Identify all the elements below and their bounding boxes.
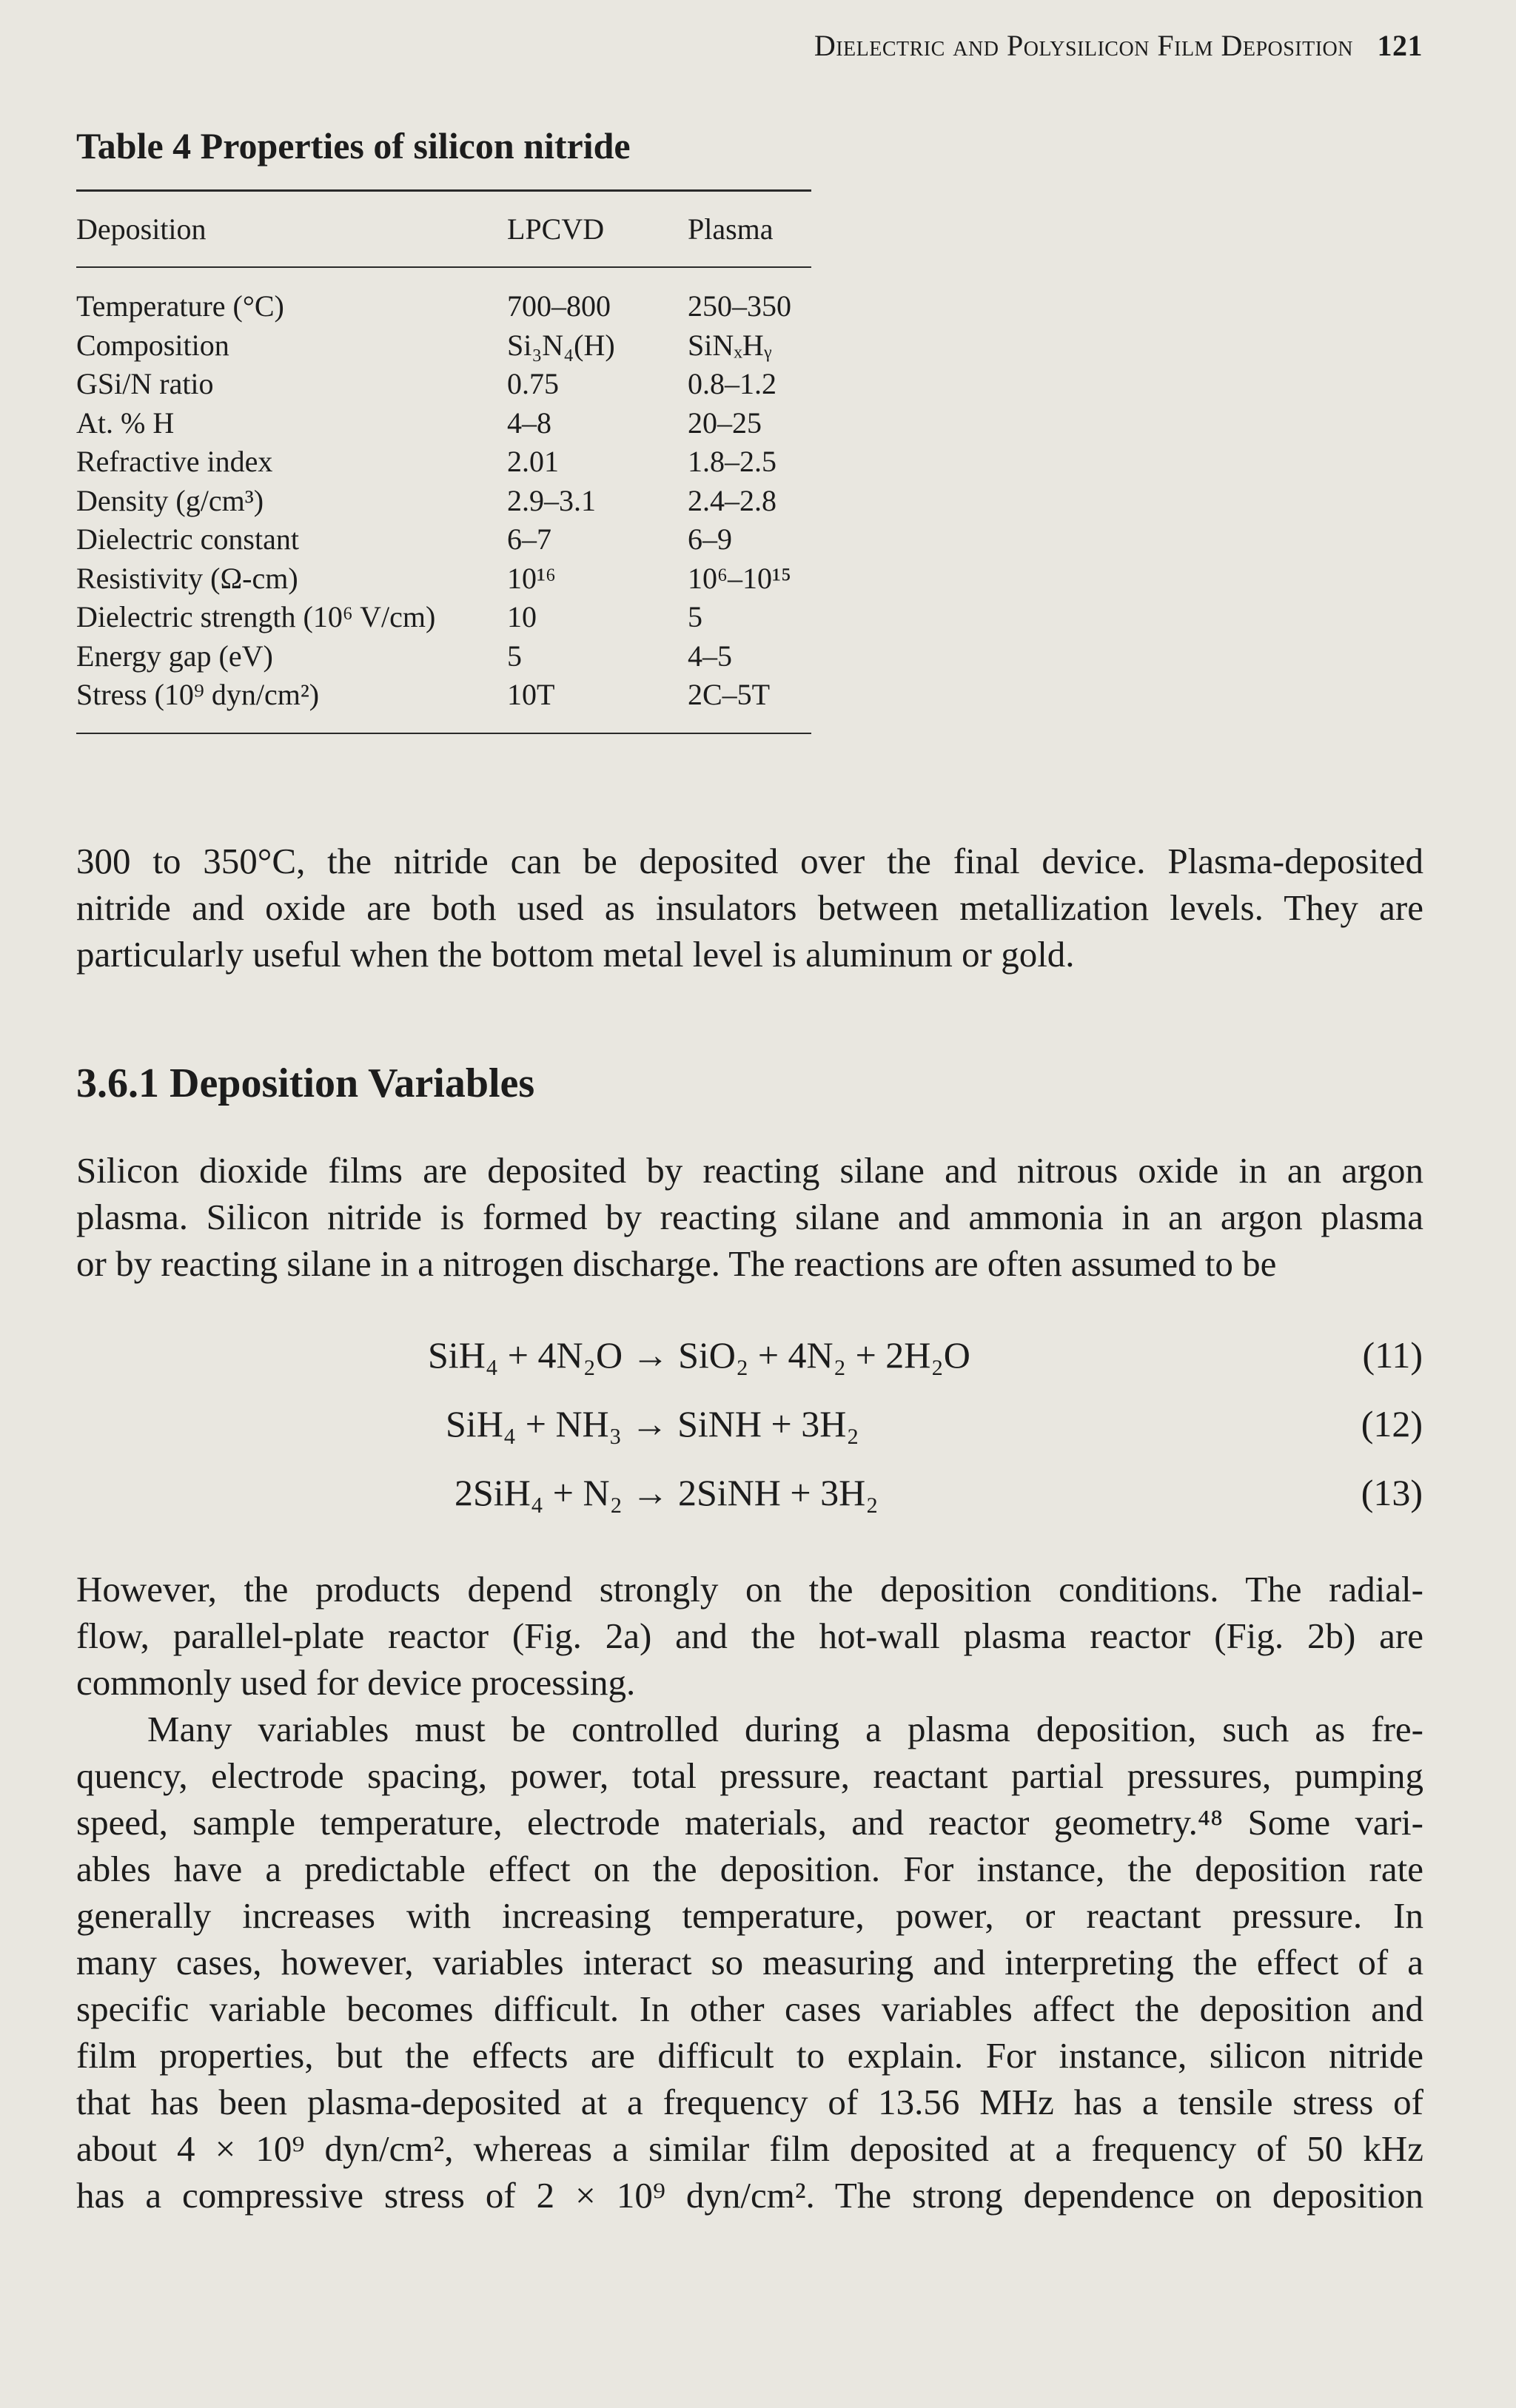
table-cell-lpcvd: 10T [507,678,555,711]
paragraph-line: particularly useful when the bottom metal level is aluminum or gold. [76,934,1075,975]
paragraph-nitride-deposition [76,838,1423,978]
table-cell-property: GSi/N ratio [76,367,214,400]
table-header-plasma: Plasma [688,212,774,246]
paragraph-line: generally increases with increasing temperature, power, or reactant pressure. In [76,1895,1423,1936]
equation-number-13: (13) [1361,1472,1423,1513]
section-heading: 3.6.1 Deposition Variables [76,1060,535,1106]
table-cell-lpcvd: 700–800 [507,289,611,323]
paragraph-line: specific variable becomes difficult. In other cases variables affect the deposition and [76,1988,1423,2029]
paragraph-line: speed, sample temperature, electrode materials, and reactor geometry.⁴⁸ Some vari- [76,1802,1423,1843]
table-cell-property: Density (g/cm³) [76,484,264,517]
table-cell-lpcvd: 10 [507,600,537,633]
table-cell-property: Temperature (°C) [76,289,284,323]
table-cell-lpcvd: 2.01 [507,445,559,478]
running-head [814,28,1423,63]
table-header-lpcvd: LPCVD [507,212,605,246]
page-number: 121 [1377,29,1423,62]
table-cell-plasma: 2C–5T [688,678,771,711]
paragraph-line: has a compressive stress of 2 × 10⁹ dyn/cm². The strong dependence on deposition [76,2175,1423,2216]
paragraph-line: about 4 × 10⁹ dyn/cm², whereas a similar film deposited at a frequency of 50 kHz [76,2128,1423,2169]
paragraph-line: flow, parallel-plate reactor (Fig. 2a) and the hot-wall plasma reactor (Fig. 2b) are [76,1615,1423,1656]
equation-12: SiH₄ + NH₃ → SiNH + 3H₂ [446,1403,859,1445]
table-cell-lpcvd: 0.75 [507,367,559,400]
table-cell-property: Refractive index [76,445,273,478]
paragraph-line: ables have a predictable effect on the deposition. For instance, the deposition rate [76,1849,1423,1889]
table-caption: Table 4 Properties of silicon nitride [76,125,631,167]
paragraph-line: or by reacting silane in a nitrogen discharge. The reactions are often assumed to be [76,1243,1277,1284]
paragraph-line: 300 to 350°C, the nitride can be deposited over the final device. Plasma-deposited [76,841,1423,881]
equation-number-11: (11) [1362,1334,1423,1376]
paragraph-line: Silicon dioxide films are deposited by reacting silane and nitrous oxide in an argon [76,1150,1423,1191]
paragraph-line: quency, electrode spacing, power, total pressure, reactant partial pressures, pumping [76,1755,1423,1796]
table-cell-plasma: 6–9 [688,522,732,556]
paragraph-deposition-reactions [76,1147,1423,1287]
table-cell-lpcvd: 5 [507,639,522,673]
table-bottom-rule [76,733,811,734]
table-cell-plasma: 2.4–2.8 [688,484,777,517]
table-cell-plasma: 4–5 [688,639,732,673]
paragraph-variables [76,1706,1423,2219]
table-cell-plasma: 10⁶–10¹⁵ [688,562,791,595]
table-cell-property: Dielectric constant [76,522,299,556]
paragraph-line: many cases, however, variables interact so measuring and interpreting the effect of a [76,1942,1423,1982]
paragraph-line: film properties, but the effects are difficult to explain. For instance, silicon nitride [76,2035,1423,2076]
table-cell-property: Resistivity (Ω-cm) [76,562,298,595]
table-cell-property: Dielectric strength (10⁶ V/cm) [76,600,436,633]
equation-11: SiH₄ + 4N₂O → SiO₂ + 4N₂ + 2H₂O [428,1334,970,1376]
paragraph-line: commonly used for device processing. [76,1662,636,1703]
table-header-deposition: Deposition [76,212,207,246]
running-head-title: Dielectric and Polysilicon Film Deposition [814,29,1353,62]
table-cell-property: Stress (10⁹ dyn/cm²) [76,678,320,711]
table-cell-plasma: 0.8–1.2 [688,367,777,400]
table-cell-property: Energy gap (eV) [76,639,273,673]
table-cell-property: At. % H [76,406,175,440]
table-header-rule [76,266,811,268]
table-cell-property: Composition [76,329,229,362]
paragraph-line: Many variables must be controlled during a plasma deposition, such as fre- [147,1709,1423,1749]
table-cell-lpcvd: 4–8 [507,406,551,440]
equation-13: 2SiH₄ + N₂ → 2SiNH + 3H₂ [455,1472,879,1513]
paragraph-line: nitride and oxide are both used as insulators between metallization levels. They are [76,887,1423,928]
paragraph-line: that has been plasma-deposited at a frequency of 13.56 MHz has a tensile stress of [76,2082,1423,2122]
table-cell-lpcvd: 10¹⁶ [507,562,556,595]
equation-number-12: (12) [1361,1403,1423,1445]
table-cell-lpcvd: 6–7 [507,522,551,556]
table-cell-lpcvd: 2.9–3.1 [507,484,596,517]
table-cell-plasma: 20–25 [688,406,762,440]
paragraph-reactors [76,1566,1423,1706]
table-cell-lpcvd: Si₃N₄(H) [507,329,615,362]
paragraph-line: However, the products depend strongly on the deposition conditions. The radial- [76,1569,1423,1610]
paragraph-line: plasma. Silicon nitride is formed by reacting silane and ammonia in an argon plasma [76,1197,1423,1237]
table-cell-plasma: SiNₓHᵧ [688,329,772,362]
table-cell-plasma: 250–350 [688,289,791,323]
table-cell-plasma: 1.8–2.5 [688,445,777,478]
table-cell-plasma: 5 [688,600,702,633]
table-top-rule [76,189,811,192]
